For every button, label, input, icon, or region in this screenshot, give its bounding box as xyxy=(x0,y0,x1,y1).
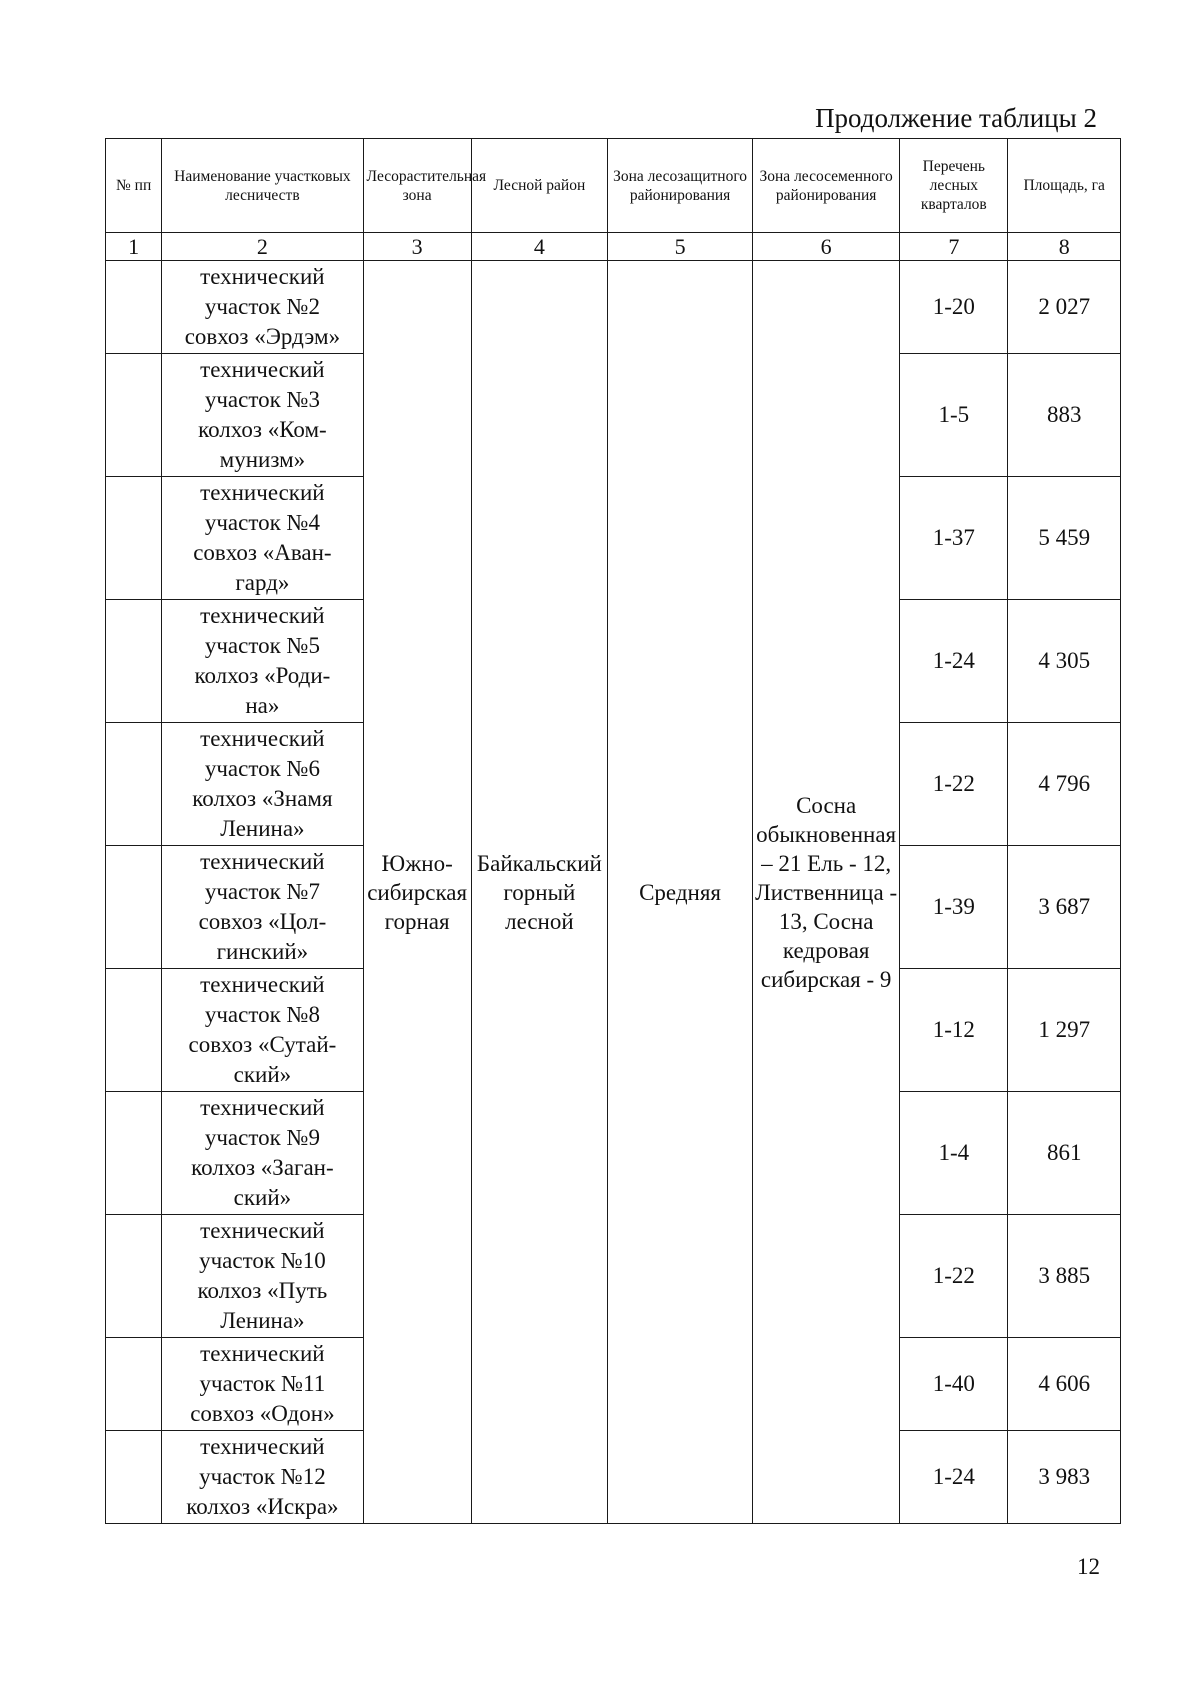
column-number: 2 xyxy=(162,233,363,261)
quarters-cell: 1-40 xyxy=(900,1338,1008,1431)
row-number xyxy=(106,1338,162,1431)
area-cell: 4 606 xyxy=(1008,1338,1121,1431)
column-number: 7 xyxy=(900,233,1008,261)
area-cell: 2 027 xyxy=(1008,261,1121,354)
forestry-name: технический участок №3 колхоз «Ком- мунизм» xyxy=(162,354,363,477)
area-cell: 3 885 xyxy=(1008,1215,1121,1338)
quarters-cell: 1-22 xyxy=(900,723,1008,846)
quarters-cell: 1-4 xyxy=(900,1092,1008,1215)
header-cell-quarters: Перечень лесных кварталов xyxy=(900,139,1008,233)
row-number xyxy=(106,354,162,477)
area-cell: 3 983 xyxy=(1008,1431,1121,1524)
table-row xyxy=(106,261,1121,354)
vegetation-zone-cell: Южно-сибирская горная xyxy=(363,261,471,1524)
forest-district-cell: Байкальский горный лесной xyxy=(471,261,607,1524)
seed-zone-cell: Сосна обыкновенная – 21 Ель - 12, Лиственница - 13, Сосна кедровая сибирская - 9 xyxy=(753,261,900,1524)
forestry-name: технический участок №6 колхоз «Знамя Ленина» xyxy=(162,723,363,846)
quarters-cell: 1-5 xyxy=(900,354,1008,477)
forestry-name: технический участок №8 совхоз «Сутай- ский» xyxy=(162,969,363,1092)
quarters-cell: 1-24 xyxy=(900,600,1008,723)
area-cell: 861 xyxy=(1008,1092,1121,1215)
table-caption: Продолжение таблицы 2 xyxy=(815,103,1097,133)
forestry-name: технический участок №5 колхоз «Роди- на» xyxy=(162,600,363,723)
area-cell: 4 796 xyxy=(1008,723,1121,846)
header-row xyxy=(106,139,1121,233)
area-cell: 1 297 xyxy=(1008,969,1121,1092)
quarters-cell: 1-39 xyxy=(900,846,1008,969)
row-number xyxy=(106,846,162,969)
area-cell: 883 xyxy=(1008,354,1121,477)
row-number xyxy=(106,1215,162,1338)
row-number xyxy=(106,1092,162,1215)
column-number: 3 xyxy=(363,233,471,261)
column-number: 6 xyxy=(753,233,900,261)
header-cell-protection: Зона лесозащитного районирования xyxy=(608,139,753,233)
protection-zone-cell: Средняя xyxy=(608,261,753,1524)
header-cell-zone: Лесорастительная зона xyxy=(363,139,471,233)
column-number: 8 xyxy=(1008,233,1121,261)
column-number: 5 xyxy=(608,233,753,261)
area-cell: 4 305 xyxy=(1008,600,1121,723)
forestry-name: технический участок №9 колхоз «Заган- ский» xyxy=(162,1092,363,1215)
quarters-cell: 1-24 xyxy=(900,1431,1008,1524)
area-cell: 3 687 xyxy=(1008,846,1121,969)
column-number-row xyxy=(106,233,1121,261)
row-number xyxy=(106,261,162,354)
quarters-cell: 1-37 xyxy=(900,477,1008,600)
quarters-cell: 1-12 xyxy=(900,969,1008,1092)
column-number: 1 xyxy=(106,233,162,261)
forestry-table xyxy=(105,138,1121,1524)
row-number xyxy=(106,1431,162,1524)
header-cell-num: № пп xyxy=(106,139,162,233)
forestry-name: технический участок №11 совхоз «Одон» xyxy=(162,1338,363,1431)
row-number xyxy=(106,723,162,846)
row-number xyxy=(106,600,162,723)
page-number: 12 xyxy=(1077,1554,1100,1579)
column-number: 4 xyxy=(471,233,607,261)
header-cell-name: Наименование участковых лесничеств xyxy=(162,139,363,233)
forestry-name: технический участок №10 колхоз «Путь Ленина» xyxy=(162,1215,363,1338)
header-cell-district: Лесной район xyxy=(471,139,607,233)
header-cell-seed: Зона лесосеменного районирования xyxy=(753,139,900,233)
forestry-name: технический участок №4 совхоз «Аван- гард» xyxy=(162,477,363,600)
header-cell-area: Площадь, га xyxy=(1008,139,1121,233)
quarters-cell: 1-20 xyxy=(900,261,1008,354)
forestry-name: технический участок №12 колхоз «Искра» xyxy=(162,1431,363,1524)
forestry-name: технический участок №7 совхоз «Цол- гинский» xyxy=(162,846,363,969)
area-cell: 5 459 xyxy=(1008,477,1121,600)
forestry-name: технический участок №2 совхоз «Эрдэм» xyxy=(162,261,363,354)
quarters-cell: 1-22 xyxy=(900,1215,1008,1338)
row-number xyxy=(106,477,162,600)
row-number xyxy=(106,969,162,1092)
